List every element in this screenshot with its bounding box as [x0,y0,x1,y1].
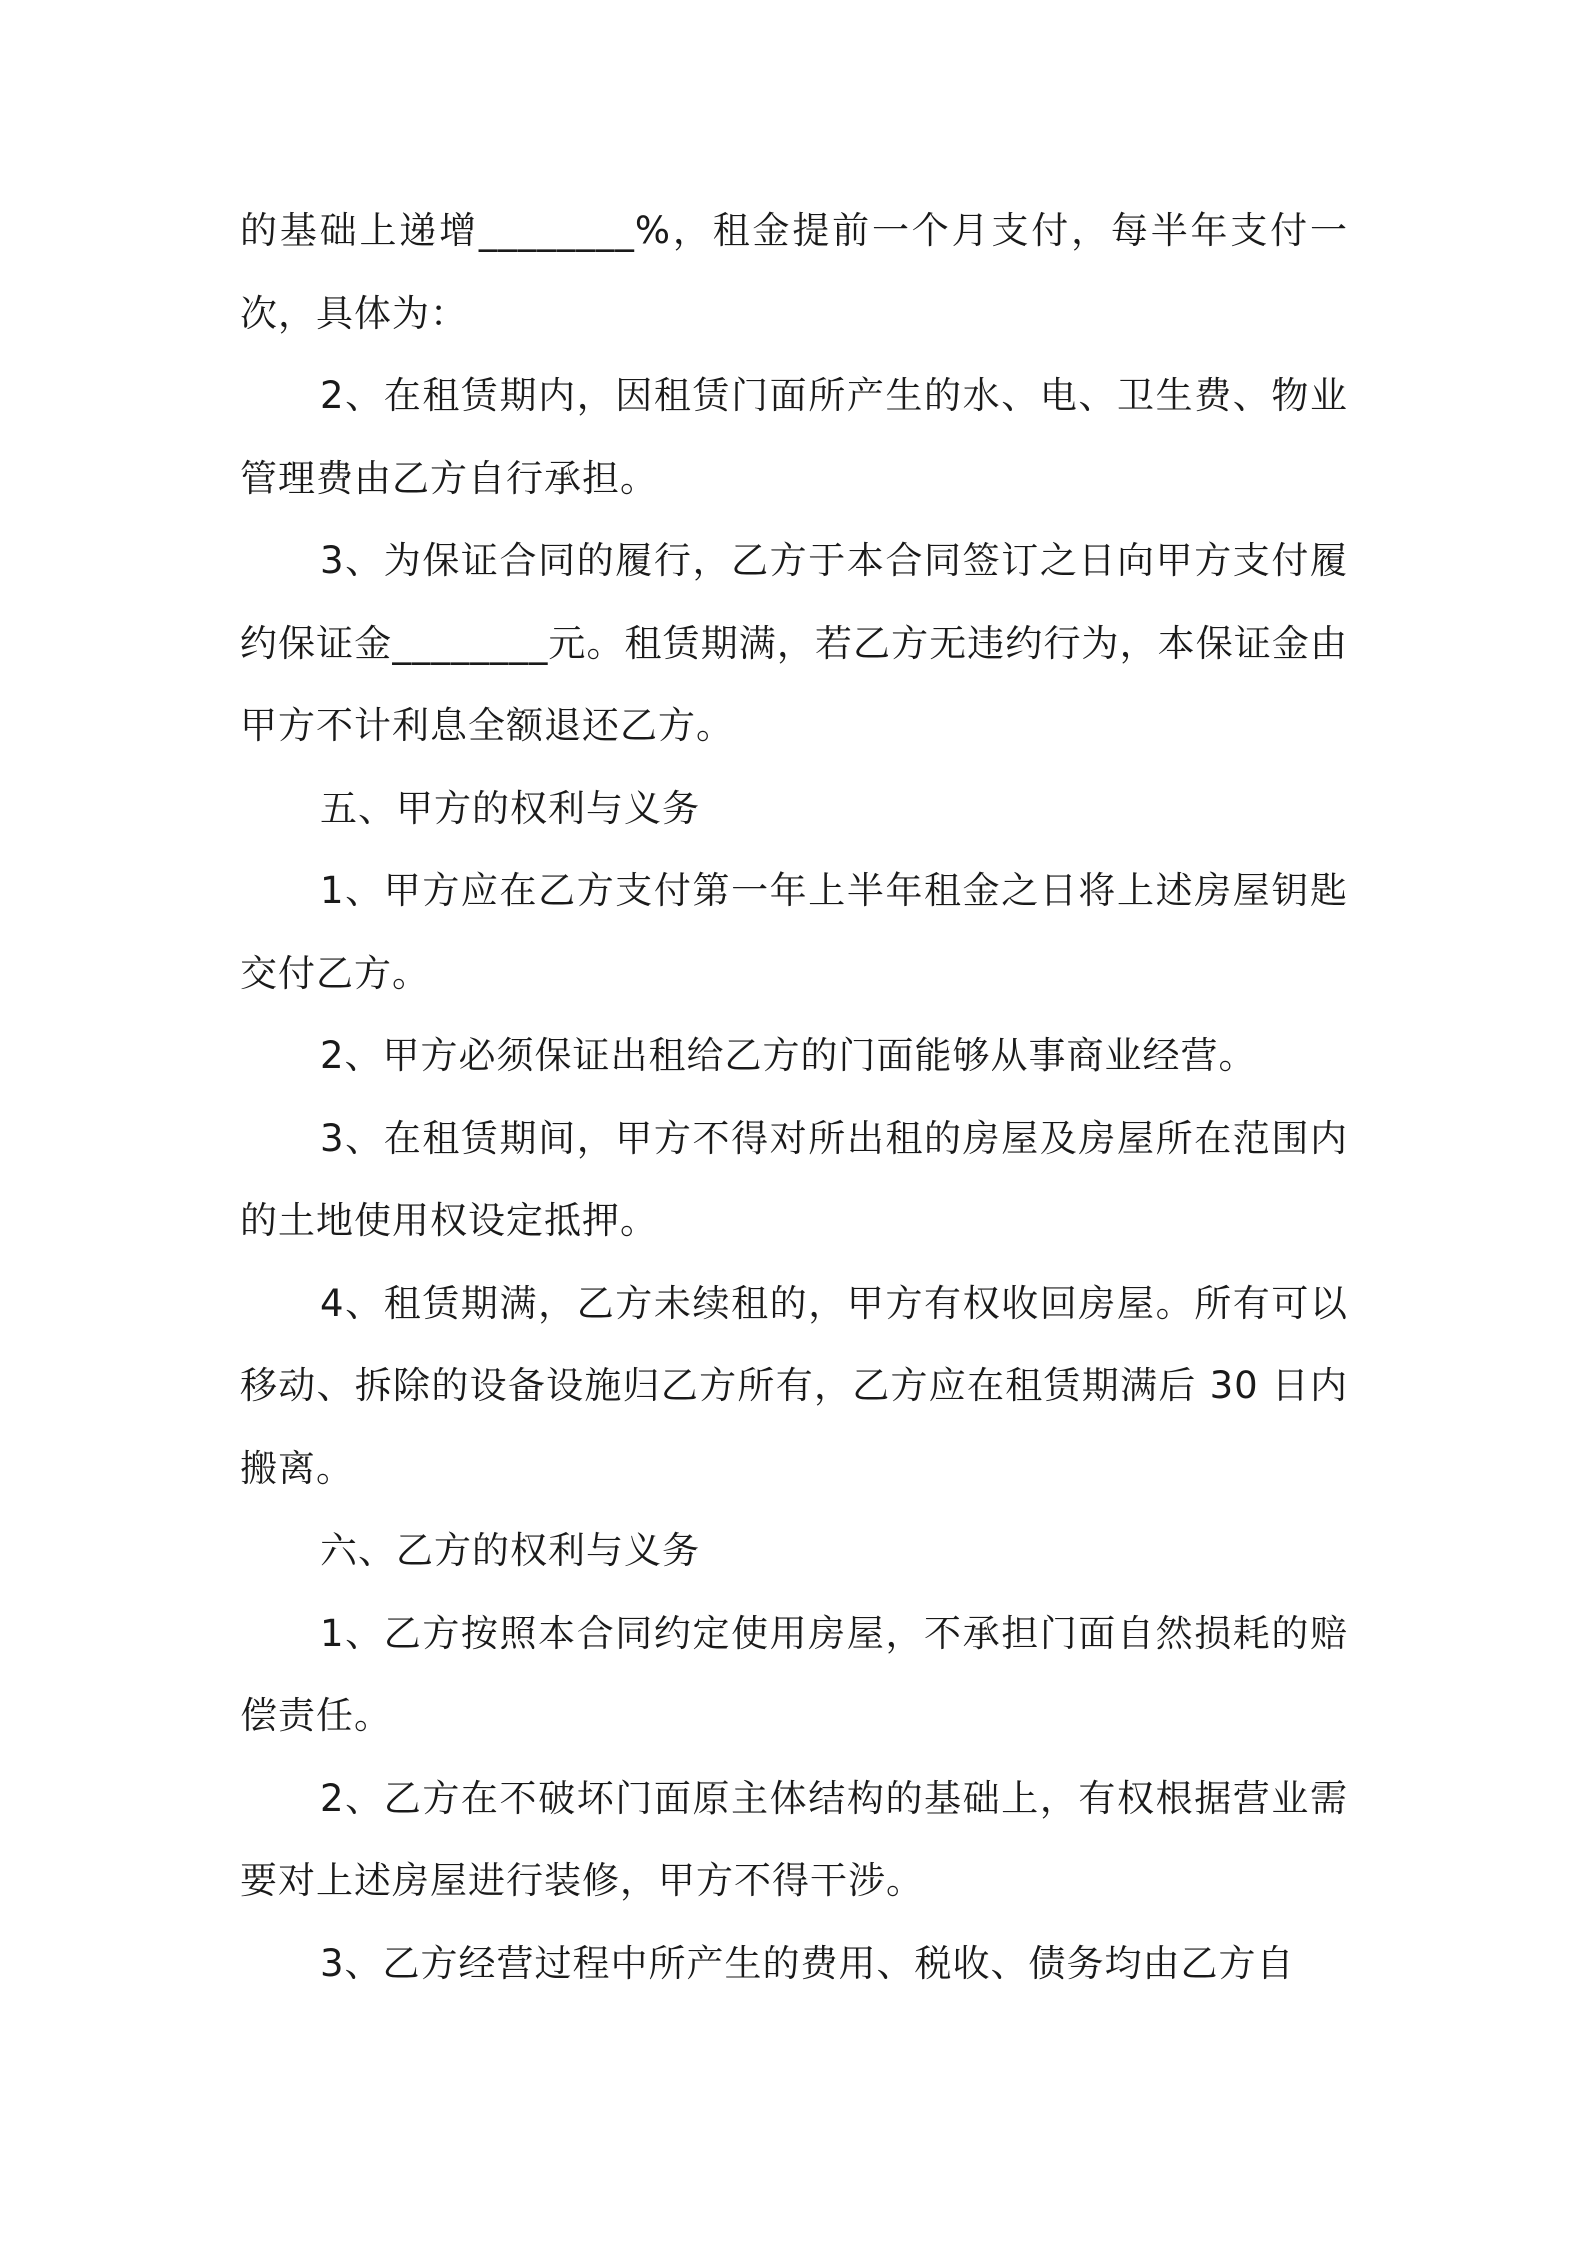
paragraph-clause-6-3: 3、乙方经营过程中所产生的费用、税收、债务均由乙方自 [320,1941,1295,1985]
paragraph-clause-5-2: 2、甲方必须保证出租给乙方的门面能够从事商业经营。 [320,1034,1257,1077]
contract-body [240,190,1348,2005]
section-heading-party-b: 六、乙方的权利与义务 [320,1529,700,1572]
paragraph-clause-5-1: 1、甲方应在乙方支付第一年上半年租金之日将上述房屋钥匙交付乙方。 [240,869,1348,995]
paragraph-clause-6-1: 1、乙方按照本合同约定使用房屋，不承担门面自然损耗的赔偿责任。 [240,1611,1348,1737]
paragraph-clause-4-2: 2、在租赁期内，因租赁门面所产生的水、电、卫生费、物业管理费由乙方自行承担。 [240,374,1348,500]
paragraph-clause-5-4: 4、租赁期满，乙方未续租的，甲方有权收回房屋。所有可以移动、拆除的设备设施归乙方所有，乙方应在租赁期满后 30 日内搬离。 [240,1281,1348,1490]
paragraph-rent-increase-cont: 的基础上递增________%，租金提前一个月支付，每半年支付一次，具体为： [240,209,1348,335]
paragraph-clause-4-3: 3、为保证合同的履行，乙方于本合同签订之日向甲方支付履约保证金________元。租赁期满，若乙方无违约行为，本保证金由甲方不计利息全额退还乙方。 [240,539,1348,747]
paragraph-clause-5-3: 3、在租赁期间，甲方不得对所出租的房屋及房屋所在范围内的土地使用权设定抵押。 [240,1116,1348,1242]
section-heading-party-a: 五、甲方的权利与义务 [320,786,700,830]
paragraph-clause-6-2: 2、乙方在不破坏门面原主体结构的基础上，有权根据营业需要对上述房屋进行装修，甲方不得干涉。 [240,1776,1348,1902]
